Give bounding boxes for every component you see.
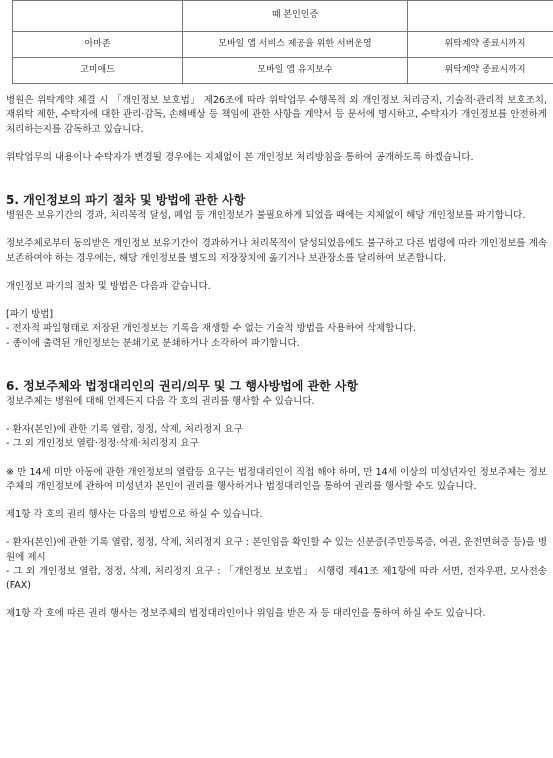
period-cell: 위탁계약 종료시까지 [408,32,553,58]
vendor-cell: 고미애드 [13,58,183,84]
section-5-paragraph: 정보주체로부터 동의받은 개인정보 보유기간이 경과하거나 처리목적이 달성되었음에도 불구하고 다른 법령에 따라 개인정보를 계속 보존하여야 하는 경우에는, 해당 개인정보를 별도의 저장장치에 옮기거나 보관장소를 달리하여 보존합니다. [6,238,547,264]
destruction-method-title: [파기 방법] [6,309,54,320]
section-6-intro: 정보주체는 병원에 대해 언제든지 다음 각 호의 권리를 행사할 수 있습니다. [6,395,315,407]
destruction-method-item: - 전자적 파일형태로 저장된 개인정보는 기록을 재생할 수 없는 기술적 방법을 사용하여 삭제합니다. [6,323,416,335]
table-cell: 때 본인인증 [183,1,408,32]
section-5-paragraph: 병원은 보유기간의 경과, 처리목적 달성, 폐업 등 개인정보가 불필요하게 되었을 때에는 지체없이 해당 개인정보를 파기합니다. [6,210,526,221]
period-cell: 위탁계약 종료시까지 [408,58,553,84]
destruction-method-item: - 종이에 출력된 개인정보는 분쇄기로 분쇄하거나 소각하여 파기합니다. [6,337,300,349]
table-row [13,58,553,84]
exercise-method-intro: 제1항 각 호의 권리 행사는 다음의 방법으로 하실 수 있습니다. [6,509,263,520]
section-5-heading: 5. 개인정보의 파기 절차 및 방법에 관한 사항 [6,193,246,207]
section-5-paragraph: 개인정보 파기의 절차 및 방법은 다음과 같습니다. [6,280,211,292]
right-item: - 환자(본인)에 관한 기록 열람, 정정, 삭제, 처리정지 요구 [6,424,243,435]
agent-paragraph: 제1항 각 호에 따른 권리 행사는 정보주체의 법정대리인이나 위임을 받은 자 등 대리인을 통하여 하실 수도 있습니다. [6,608,486,620]
outsourcing-table [12,0,553,84]
table-cell [13,1,183,32]
supervision-paragraph: 병원은 위탁계약 체결 시 「개인정보 보호법」 제26조에 따라 위탁업무 수행목적 외 개인정보 처리금지, 기술적·관리적 보호조치, 재위탁 제한, 수탁자에 대한 관리·감독, 손해배상 등 책임에 관한 사항을 계약서 등 문서에 명시하고, 수탁자가 개인정보를 안전하게 처리하는지를 감독하고 있습니다. [6,95,547,135]
right-item: - 그 외 개인정보 열람·정정·삭제·처리정지 요구 [6,438,199,450]
change-notice-paragraph: 위탁업무의 내용이나 수탁자가 변경될 경우에는 지체없이 본 개인정보 처리방침을 통하여 공개하도록 하겠습니다. [6,151,474,163]
task-cell: 모바일 앱 서비스 제공을 위한 서버운영 [183,32,408,58]
exercise-method-item: - 그 외 개인정보 열람, 정정, 삭제, 처리정지 요구 : 「개인정보 보호법」 시행령 제41조 제1항에 따라 서면, 전자우편, 모사전송(FAX) [6,565,547,591]
vendor-cell: 아마존 [13,32,183,58]
table-row [13,1,553,32]
table-row [13,32,553,58]
table-cell [408,1,553,32]
task-cell: 모바일 앱 유지보수 [183,58,408,84]
exercise-method-item: - 환자(본인)에 관한 기록 열람, 정정, 삭제, 처리정지 요구 : 본인임을 확인할 수 있는 신분증(주민등록증, 여권, 운전면허증 등)을 병원에 제시 [6,537,547,563]
section-6-heading: 6. 정보주체와 법정대리인의 권리/의무 및 그 행사방법에 관한 사항 [6,378,359,393]
minor-note: ※ 만 14세 미만 아동에 관한 개인정보의 열람등 요구는 법정대리인이 직접 해야 하며, 만 14세 이상의 미성년자인 정보주체는 정보주체의 개인정보에 관하여 미성년자 본인이 권리를 행사하거나 법정대리인을 통하여 권리를 행사할 수도 있습니다. [6,466,547,492]
